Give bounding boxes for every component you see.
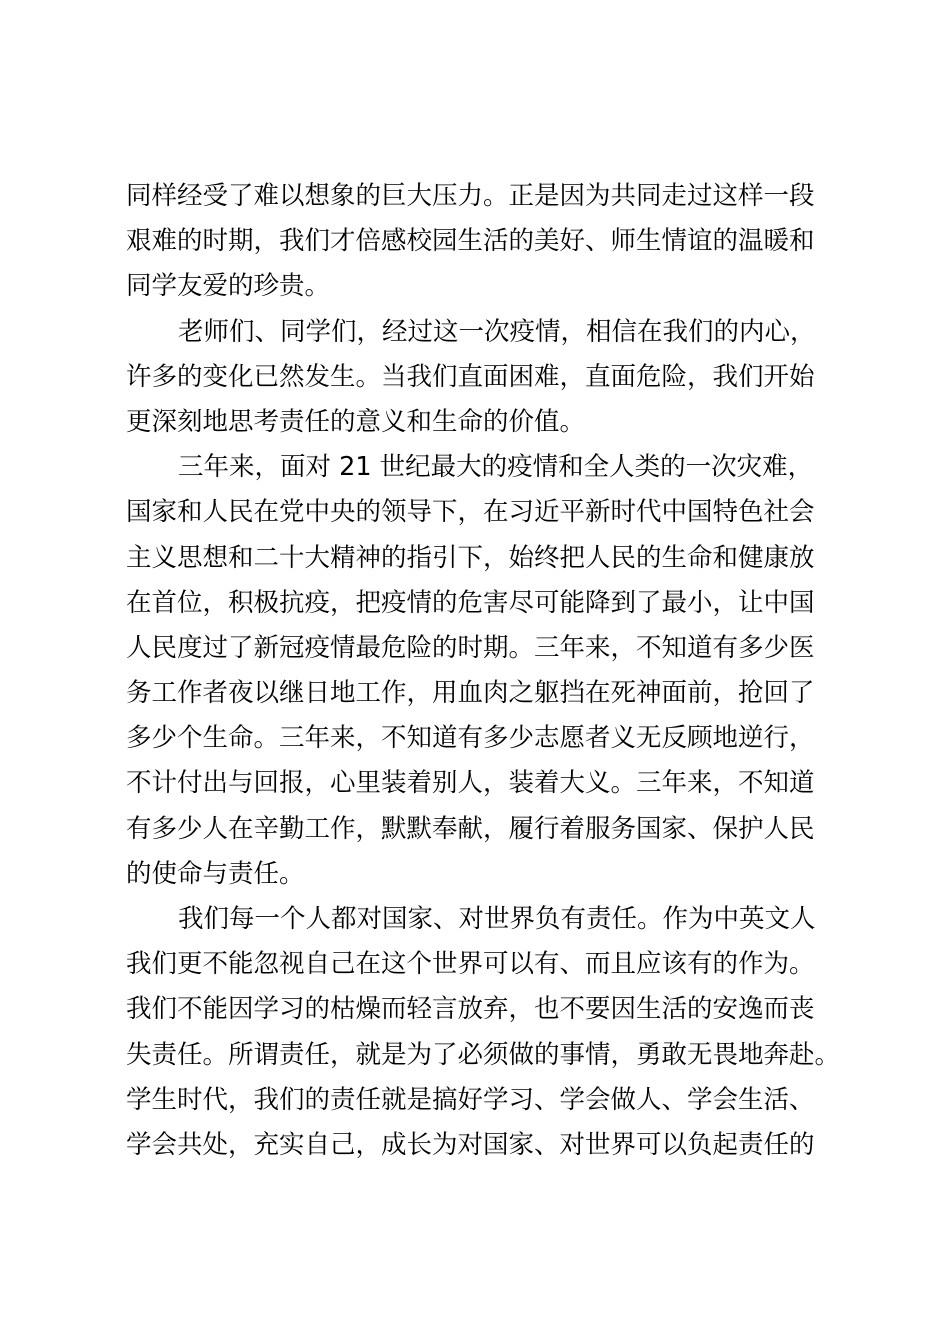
- paragraph-first-line: 我们每一个人都对国家、对世界负有责任。作为中英文人: [178, 904, 816, 934]
- text-line: 不计付出与回报，心里装着别人，装着大义。三年来，不知道: [126, 768, 815, 799]
- text-line: 人民度过了新冠疫情最危险的时期。三年来，不知道有多少医: [126, 632, 815, 663]
- text-line: 同样经受了难以想象的巨大压力。正是因为共同走过这样一段: [126, 181, 815, 211]
- text-line: 的使命与责任。: [126, 858, 305, 889]
- text-line: 学生时代，我们的责任就是搞好学习、学会做人、学会生活、: [126, 1084, 815, 1115]
- text-line: 主义思想和二十大精神的指引下，始终把人民的生命和健康放: [126, 542, 815, 573]
- paragraph-first-line: 三年来，面对 21 世纪最大的疫情和全人类的一次灾难，: [178, 452, 814, 483]
- text-line: 学会共处，充实自己，成长为对国家、对世界可以负起责任的: [126, 1129, 815, 1160]
- text-line: 更深刻地思考责任的意义和生命的价值。: [126, 406, 586, 437]
- text-line: 在首位，积极抗疫，把疫情的危害尽可能降到了最小，让中国: [126, 587, 815, 618]
- text-line: 务工作者夜以继日地工作，用血肉之躯挡在死神面前，抢回了: [126, 678, 815, 709]
- text-line: 国家和人民在党中央的领导下，在习近平新时代中国特色社会: [126, 497, 815, 528]
- paragraph-first-line: 老师们、同学们，经过这一次疫情，相信在我们的内心，: [178, 316, 816, 347]
- text-line: 有多少人在辛勤工作，默默奉献，履行着服务国家、保护人民: [126, 813, 815, 844]
- body-text: [126, 174, 846, 1168]
- text-line: 多少个生命。三年来，不知道有多少志愿者义无反顾地逆行，: [126, 723, 815, 754]
- text-line: 我们更不能忽视自己在这个世界可以有、而且应该有的作为。: [126, 949, 815, 980]
- text-line: 许多的变化已然发生。当我们直面困难，直面危险，我们开始: [126, 361, 815, 392]
- text-line: 失责任。所谓责任，就是为了必须做的事情，勇敢无畏地奔赴。: [126, 1039, 841, 1070]
- text-line: 同学友爱的珍贵。: [126, 271, 331, 302]
- text-line: 我们不能因学习的枯燥而轻言放弃，也不要因生活的安逸而丧: [126, 994, 815, 1025]
- text-line: 艰难的时期，我们才倍感校园生活的美好、师生情谊的温暖和: [126, 226, 815, 257]
